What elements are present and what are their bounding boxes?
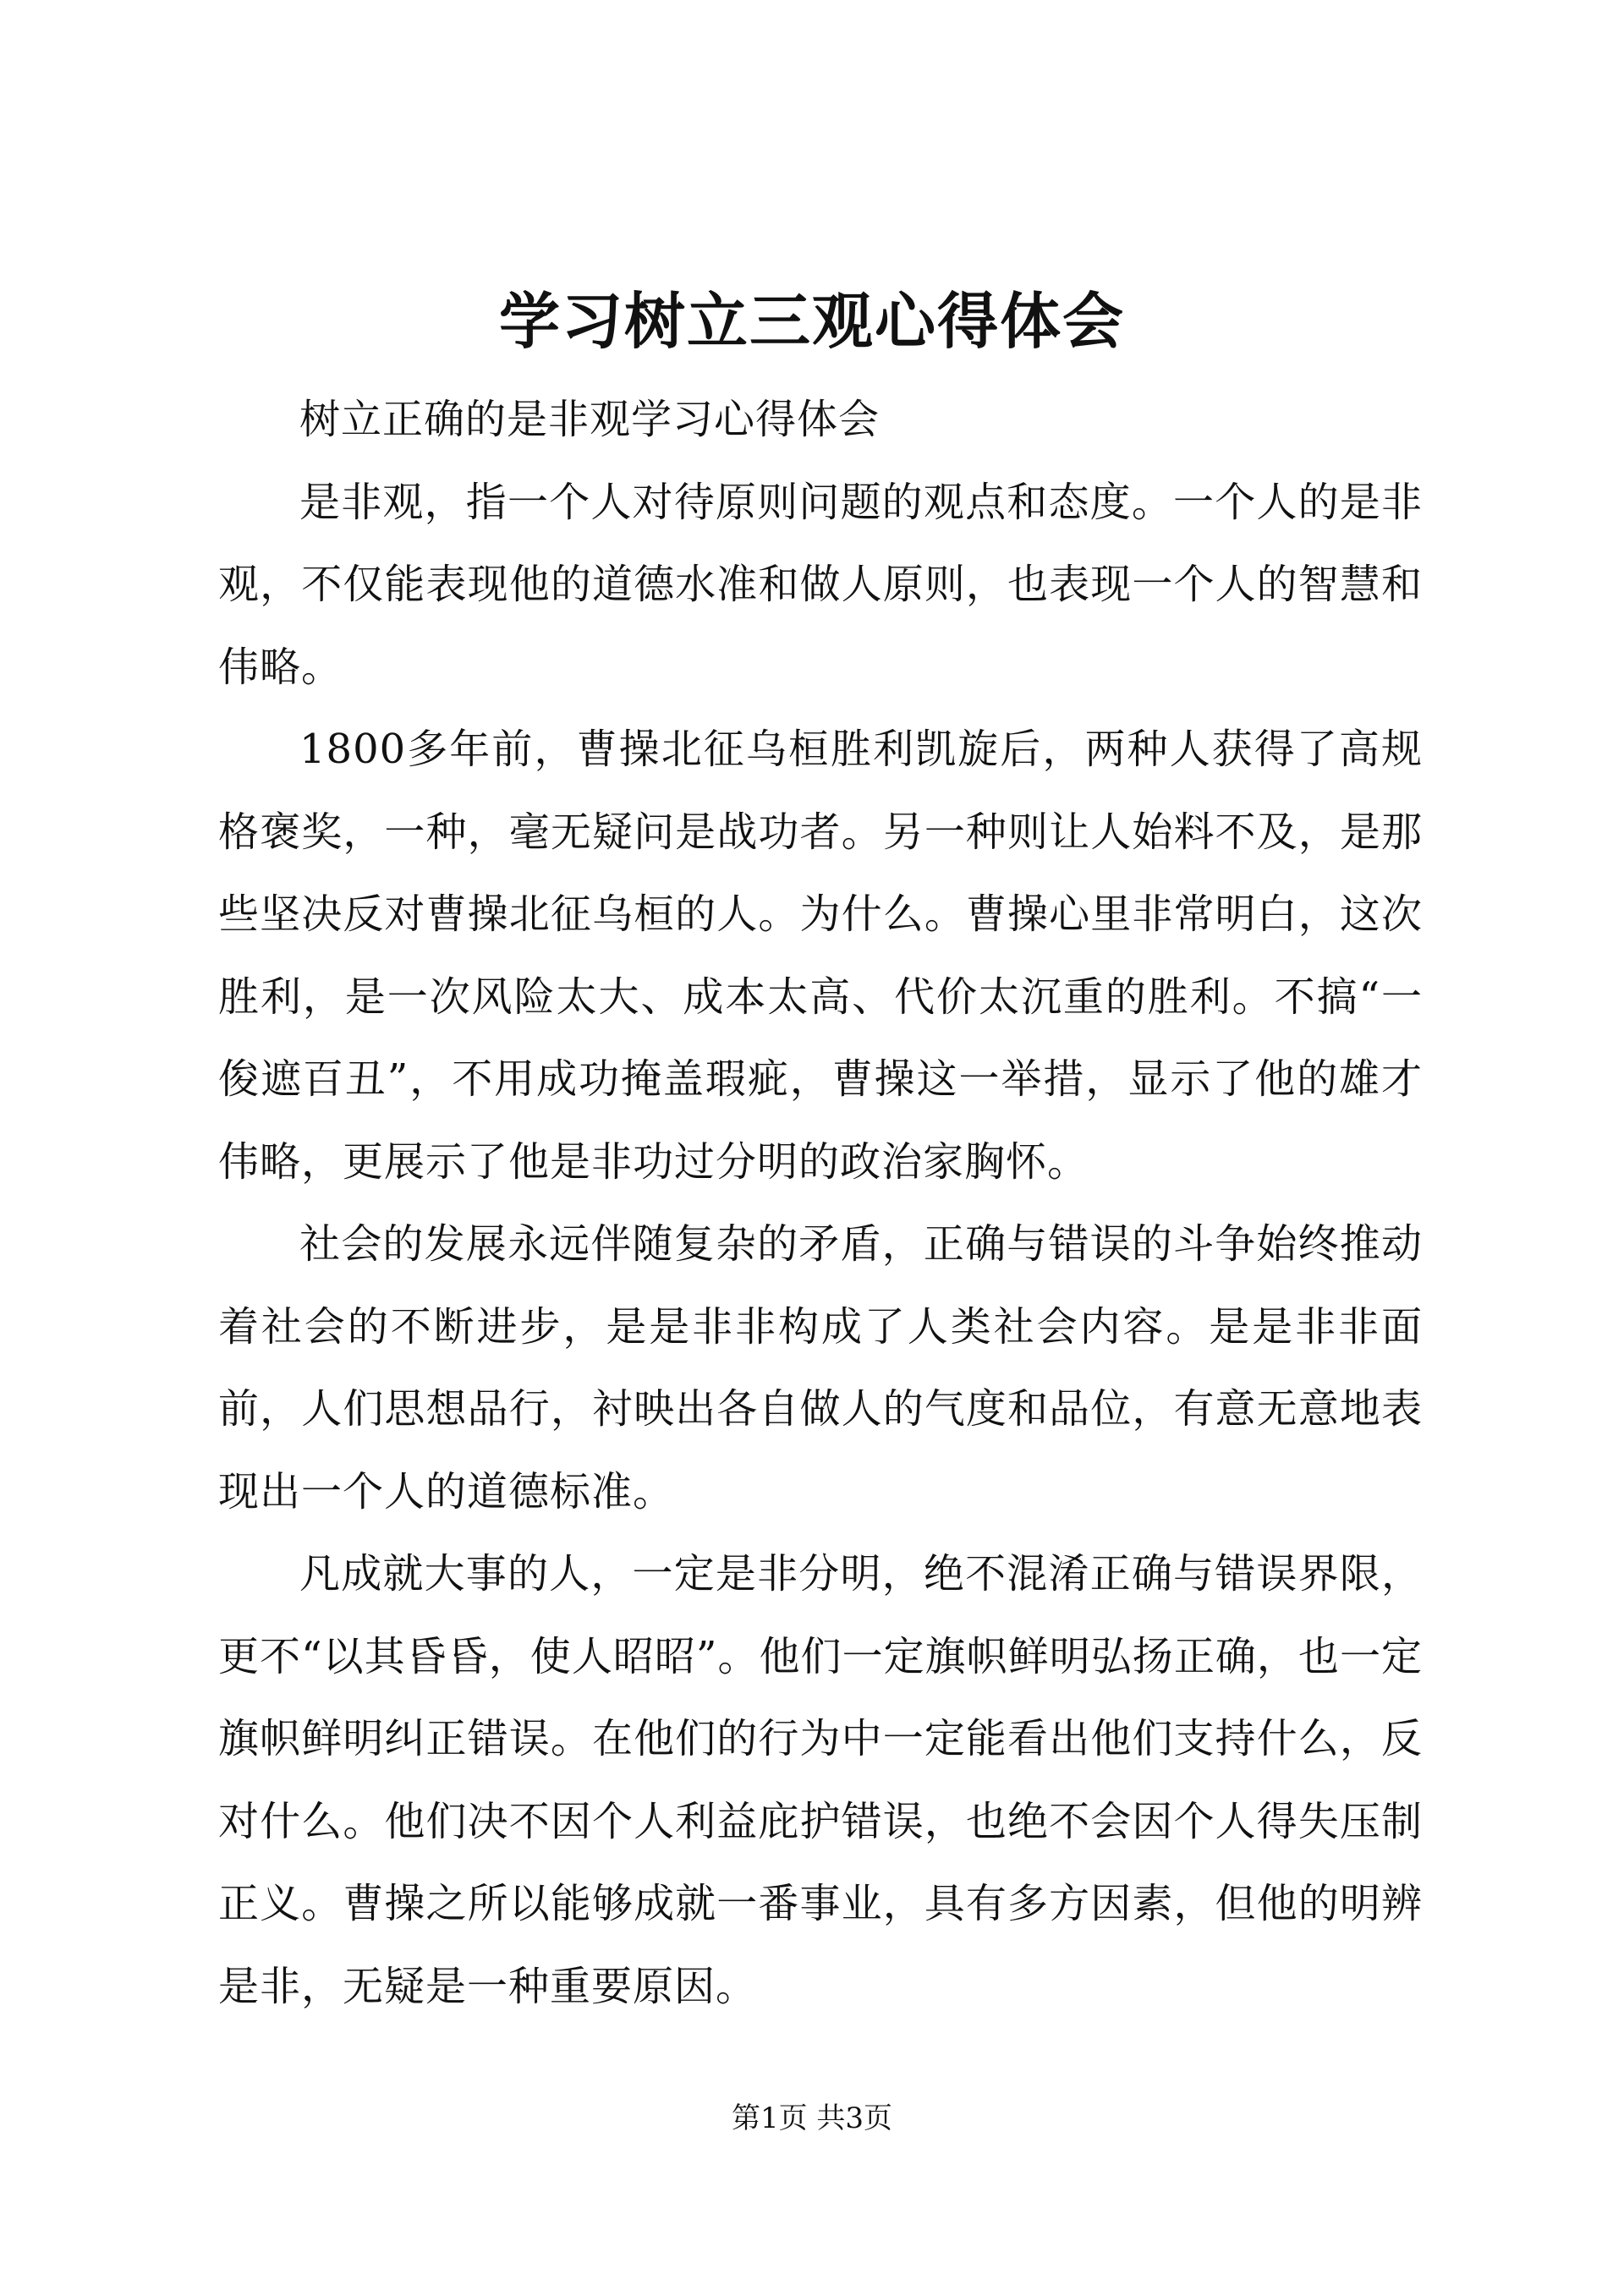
page-footer: 第1页 共3页 [731, 2101, 893, 2135]
paragraph-subtitle: 树立正确的是非观学习心得体会 [299, 396, 881, 443]
paragraph: 凡成就大事的人，一定是非分明，绝不混淆正确与错误界限，更不“以其昏昏，使人昭昭”。他们一定旗帜鲜明弘扬正确，也一定旗帜鲜明纠正错误。在他们的行为中一定能看出他们支持什么，反对什么。他们决不因个人利益庇护错误，也绝不会因个人得失压制正义。曹操之所以能够成就一番事业，具有多方因素，但他的明辨是非，无疑是一种重要原因。 [218, 1550, 1423, 2010]
document-body [218, 379, 1423, 2028]
paragraph: 1800多年前，曹操北征乌桓胜利凯旋后，两种人获得了高规格褒奖，一种，毫无疑问是战功者。另一种则让人始料不及，是那些坚决反对曹操北征乌桓的人。为什么。曹操心里非常明白，这次胜利，是一次风险太大、成本太高、代价太沉重的胜利。不搞“一俊遮百丑”，不用成功掩盖瑕疵，曹操这一举措，显示了他的雄才伟略，更展示了他是非功过分明的政治家胸怀。 [218, 726, 1423, 1186]
document-title: 学习树立三观心得体会 [498, 285, 1125, 357]
paragraph: 是非观，指一个人对待原则问题的观点和态度。一个人的是非观，不仅能表现他的道德水准和做人原则，也表现一个人的智慧和伟略。 [218, 478, 1423, 691]
paragraph: 社会的发展永远伴随复杂的矛盾，正确与错误的斗争始终推动着社会的不断进步，是是非非构成了人类社会内容。是是非非面前，人们思想品行，衬映出各自做人的气度和品位，有意无意地表现出一个人的道德标准。 [218, 1220, 1423, 1515]
